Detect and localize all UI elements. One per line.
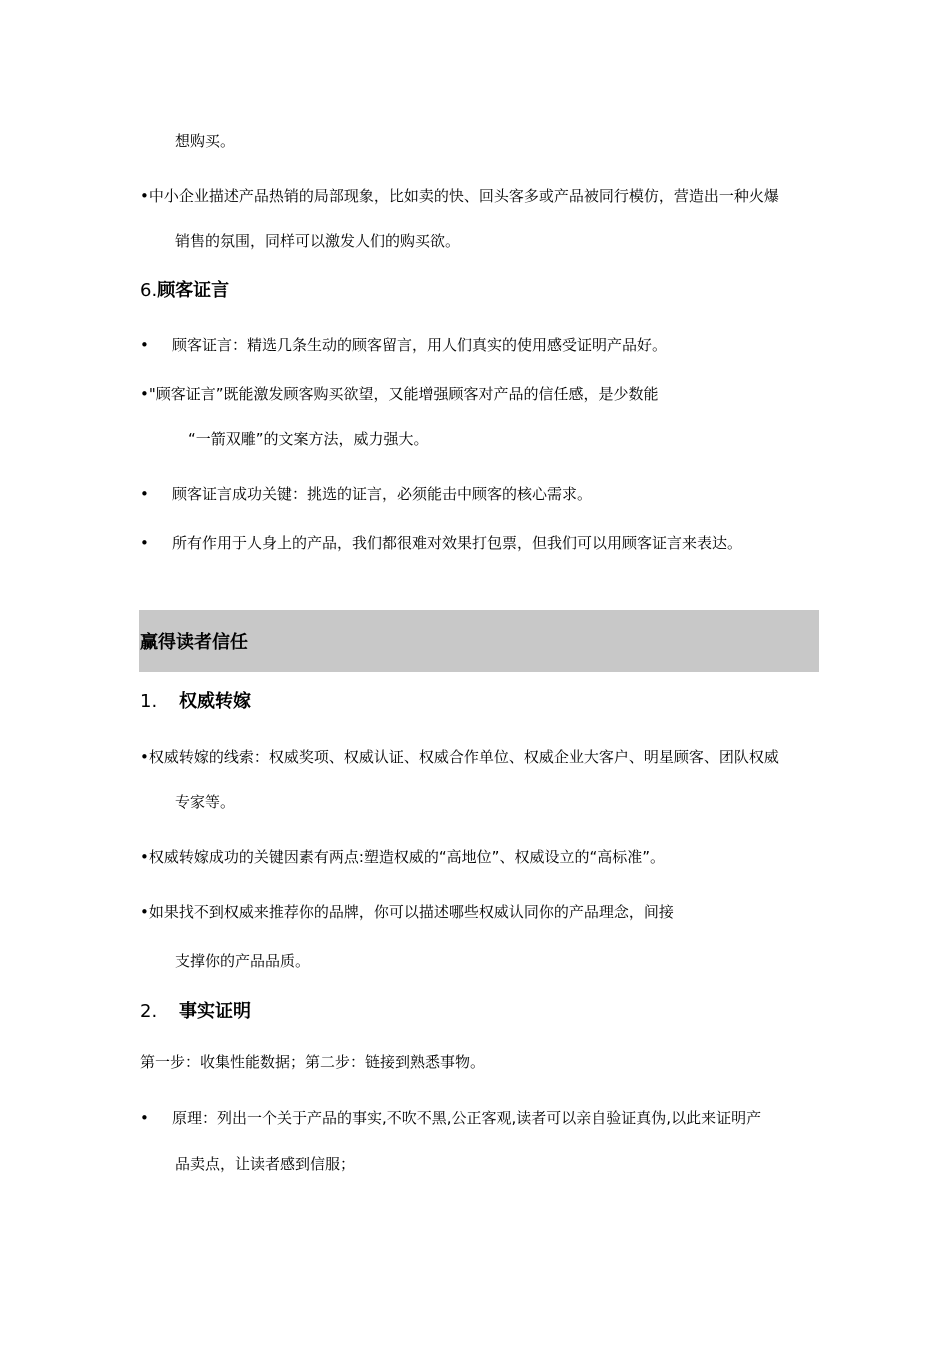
list-item: 所有作用于人身上的产品，我们都很难对效果打包票，但我们可以用顾客证言来表达。 [172,534,743,552]
paragraph-line: 第一步：收集性能数据；第二步：链接到熟悉事物。 [140,1053,486,1071]
paragraph-line: 支撑你的产品品质。 [175,952,311,970]
paragraph-line: “一箭双雕”的文案方法，威力强大。 [188,430,429,448]
section-heading [140,690,251,714]
paragraph-line: •中小企业描述产品热销的局部现象，比如卖的快、回头客多或产品被同行模仿，营造出一种火爆 [140,187,779,205]
section-heading [140,279,229,303]
bullet-icon: • [140,336,149,354]
paragraph-line: 想购买。 [175,132,236,150]
section-number: 1. [140,691,158,712]
paragraph-line: •权威转嫁的线索：权威奖项、权威认证、权威合作单位、权威企业大客户、明星顾客、团队权威 [140,748,779,766]
section-title: 权威转嫁 [179,691,251,712]
section-number: 2. [140,1001,158,1022]
bullet-icon: • [140,534,149,552]
list-item: 顾客证言成功关键：挑选的证言，必须能击中顾客的核心需求。 [172,485,593,503]
section-title: 顾客证言 [157,280,230,301]
list-item: 原理：列出一个关于产品的事实,不吹不黑,公正客观,读者可以亲自验证真伪,以此来证明产 [172,1109,762,1127]
list-item: 顾客证言：精选几条生动的顾客留言，用人们真实的使用感受证明产品好。 [172,336,668,354]
bullet-icon: • [140,1109,149,1127]
paragraph-line: 品卖点，让读者感到信服； [175,1155,356,1173]
paragraph-line: •权威转嫁成功的关键因素有两点:塑造权威的“高地位”、权威设立的“高标准”。 [140,848,665,866]
section-title: 事实证明 [179,1001,251,1022]
bullet-icon: • [140,485,149,503]
section-heading [140,1000,251,1024]
paragraph-line: 销售的氛围，同样可以激发人们的购买欲。 [175,232,461,250]
paragraph-line: •如果找不到权威来推荐你的品牌，你可以描述哪些权威认同你的产品理念，间接 [140,903,674,921]
paragraph-line: •"顾客证言”既能激发顾客购买欲望，又能增强顾客对产品的信任感，是少数能 [140,385,659,403]
paragraph-line: 专家等。 [175,793,236,811]
band-title: 赢得读者信任 [140,632,248,653]
section-number: 6. [140,280,158,301]
